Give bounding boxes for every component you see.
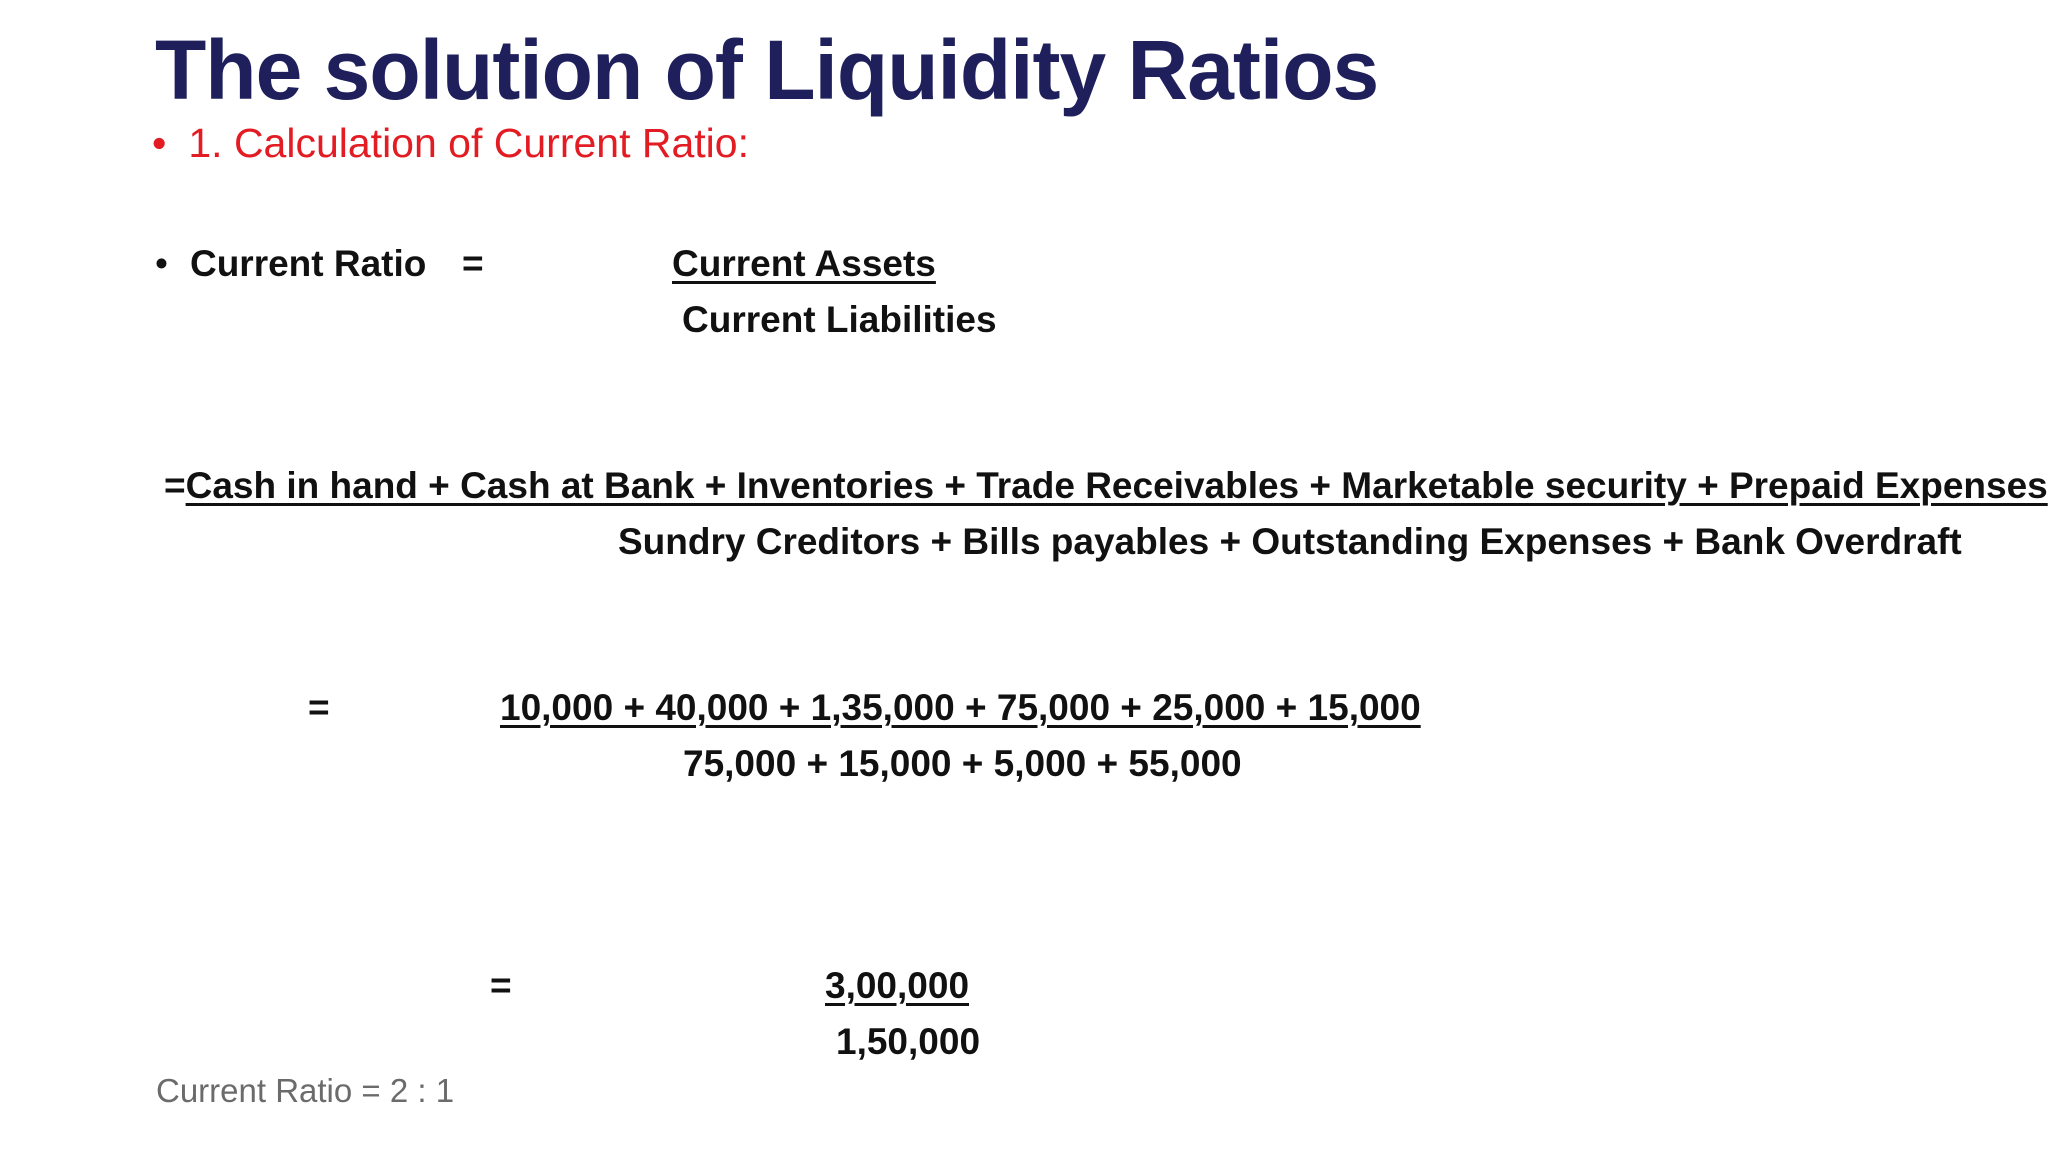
formula1-denominator: Current Liabilities <box>682 299 997 340</box>
subtitle-text: 1. Calculation of Current Ratio: <box>188 120 749 166</box>
formula3-denominator: 75,000 + 15,000 + 5,000 + 55,000 <box>683 743 1242 784</box>
formula2-equals: = <box>164 465 186 506</box>
current-ratio-bullet <box>155 243 426 285</box>
formula4-numerator: 3,00,000 <box>825 965 970 1006</box>
formula2-numerator-row <box>164 465 2048 507</box>
formula1-numerator: Current Assets <box>672 243 936 284</box>
formula2-numerator: Cash in hand + Cash at Bank + Inventories + Trade Receivables + Marketable security + Prepaid Expenses <box>185 465 2048 506</box>
current-ratio-result: Current Ratio = 2 : 1 <box>156 1072 455 1109</box>
formula1-equals: = <box>462 243 484 284</box>
formula4-equals: = <box>490 965 512 1006</box>
formula2-denominator: Sundry Creditors + Bills payables + Outstanding Expenses + Bank Overdraft <box>618 521 1962 562</box>
bullet-icon: • <box>152 120 167 166</box>
formula4-denominator: 1,50,000 <box>836 1021 981 1062</box>
formula3-equals: = <box>308 687 330 728</box>
subtitle-bullet <box>152 120 749 167</box>
slide-title: The solution of Liquidity Ratios <box>155 23 1379 117</box>
formula3-numerator: 10,000 + 40,000 + 1,35,000 + 75,000 + 25,000 + 15,000 <box>500 687 1421 728</box>
current-ratio-label: Current Ratio <box>189 243 427 284</box>
bullet-icon: • <box>155 243 168 284</box>
